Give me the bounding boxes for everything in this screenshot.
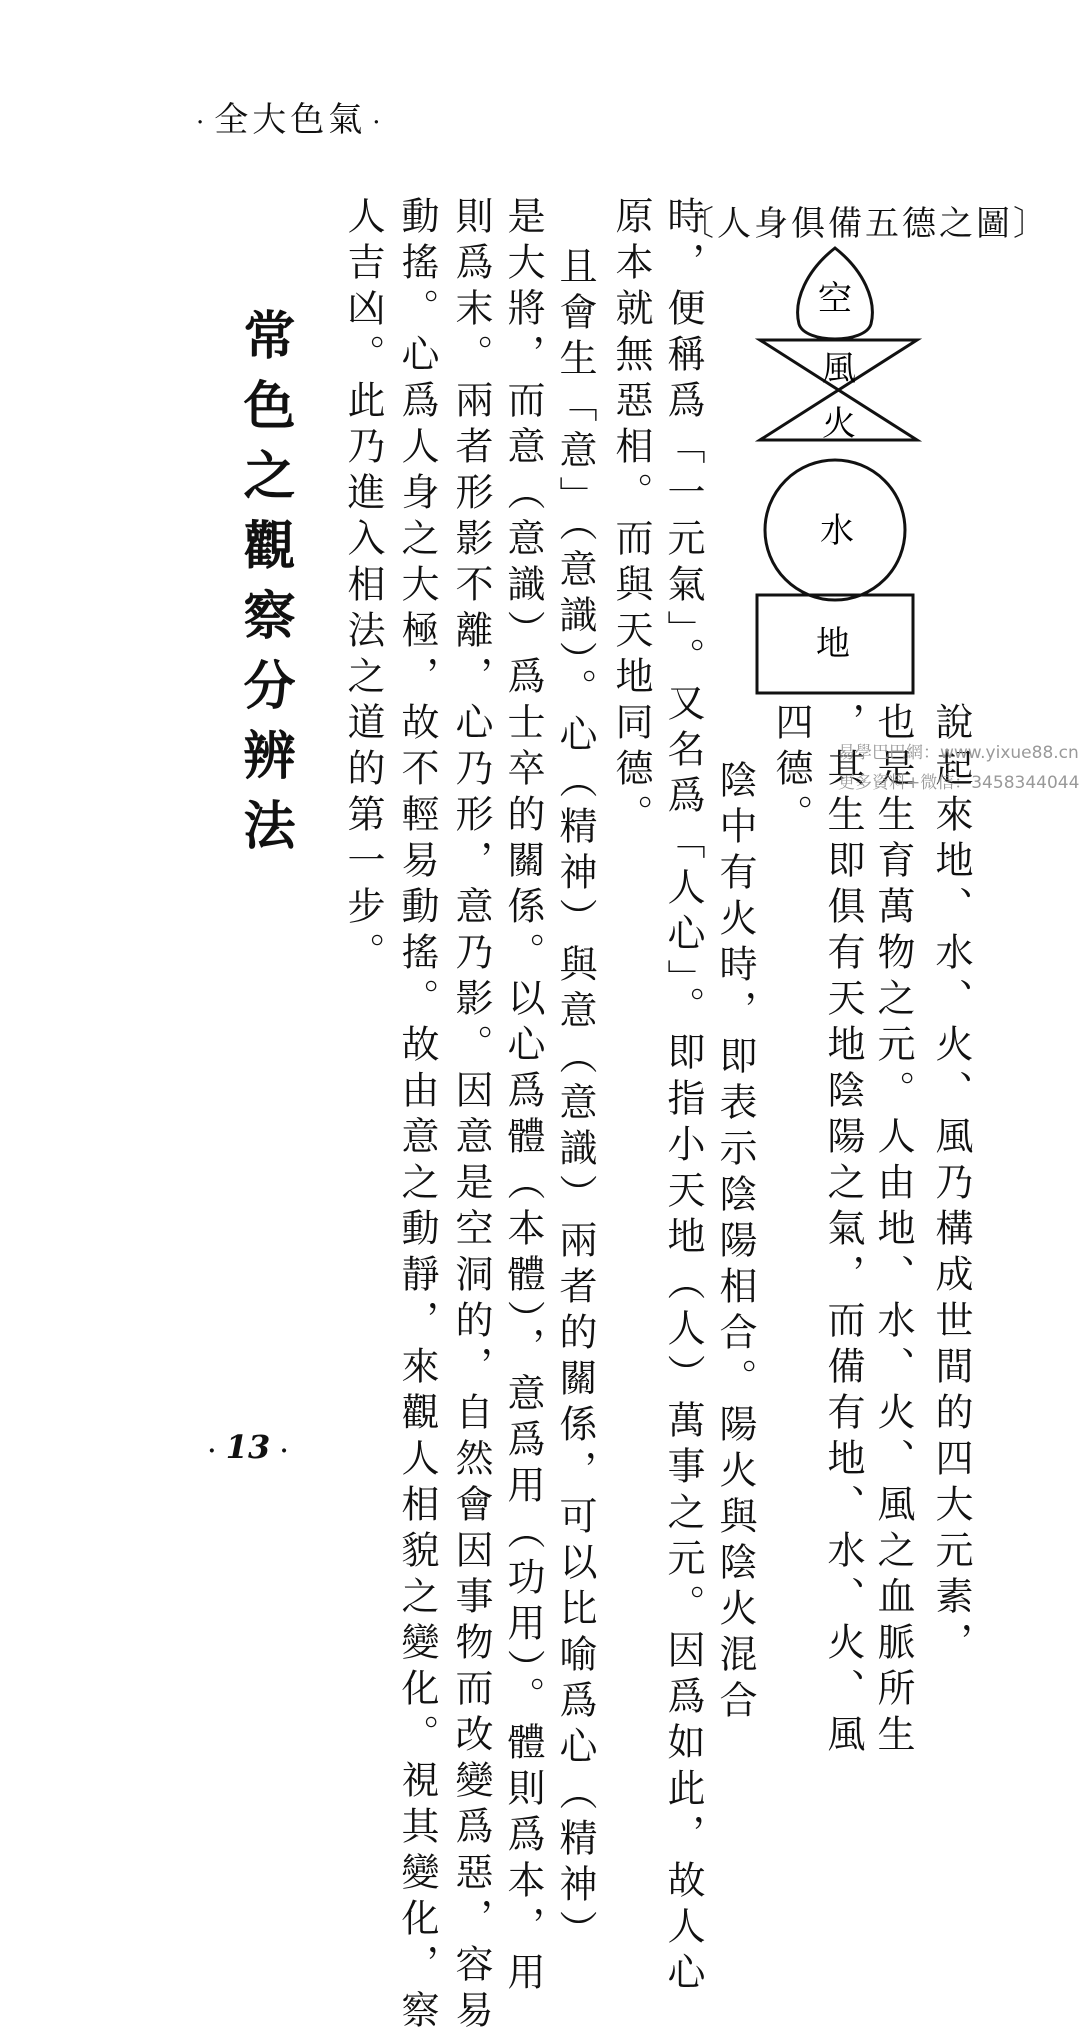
five-virtues-diagram (755, 240, 925, 700)
watermark (838, 738, 1079, 798)
page-footer (198, 1428, 298, 1466)
text-column-9: 是大將，而意（意識）爲士卒的關係。以心爲體（本體），意爲用（功用）。體則爲本，用 (501, 196, 545, 1998)
header-title: 全大色氣 (214, 100, 367, 140)
text-column-8: 且會生「意」（意識）。心（精神）與意（意識）兩者的關係，可以比喻爲心（精神） (553, 246, 597, 1956)
header-dot-right: · (372, 108, 385, 138)
figure-caption: 〔人身俱備五德之圖〕 (680, 204, 1050, 244)
text-column-10: 則爲末。兩者形影不離，心乃形，意乃影。因意是空洞的，自然會因事物而改變爲惡，容易 (449, 196, 493, 2036)
text-column-3: ，其生即俱有天地陰陽之氣，而備有地、水、火、風 (821, 702, 865, 1760)
watermark-line-2: 更多資料+微信：3458344044 (838, 773, 1080, 793)
running-header (190, 92, 391, 141)
label-shui: 水 (820, 511, 854, 551)
text-column-6: 時，便稱爲「一元氣」。又名爲「人心」。即指小天地（人）萬事之元。因爲如此，故人心 (661, 196, 705, 1998)
text-column-4: 四德。 (769, 702, 813, 840)
text-column-12: 人吉凶。此乃進入相法之道的第一步。 (341, 196, 385, 978)
footer-dot-left: · (208, 1438, 216, 1464)
label-feng: 風 (822, 349, 856, 389)
text-column-1: 說起來地、水、火、風乃構成世間的四大元素， (929, 702, 973, 1668)
text-column-7: 原本就無惡相。而與天地同德。 (609, 196, 653, 840)
section-title: 常色之觀察分辨法 (234, 308, 295, 868)
footer-dot-right: · (280, 1438, 288, 1464)
watermark-line-1: 易學巴巴網：www.yixue88.cn (838, 743, 1079, 763)
label-huo: 火 (822, 404, 856, 444)
page-number: 13 (225, 1428, 271, 1466)
label-di: 地 (816, 624, 850, 664)
text-column-5: 陰中有火時，即表示陰陽相合。陽火與陰火混合 (713, 760, 757, 1726)
text-column-2: 也是生育萬物之元。人由地、水、火、風之血脈所生 (871, 702, 915, 1760)
header-dot-left: · (196, 108, 209, 138)
label-kong: 空 (818, 279, 852, 319)
text-column-11: 動搖。心爲人身之大極，故不輕易動搖。故由意之動靜，來觀人相貌之變化。視其變化，察 (395, 196, 439, 2036)
